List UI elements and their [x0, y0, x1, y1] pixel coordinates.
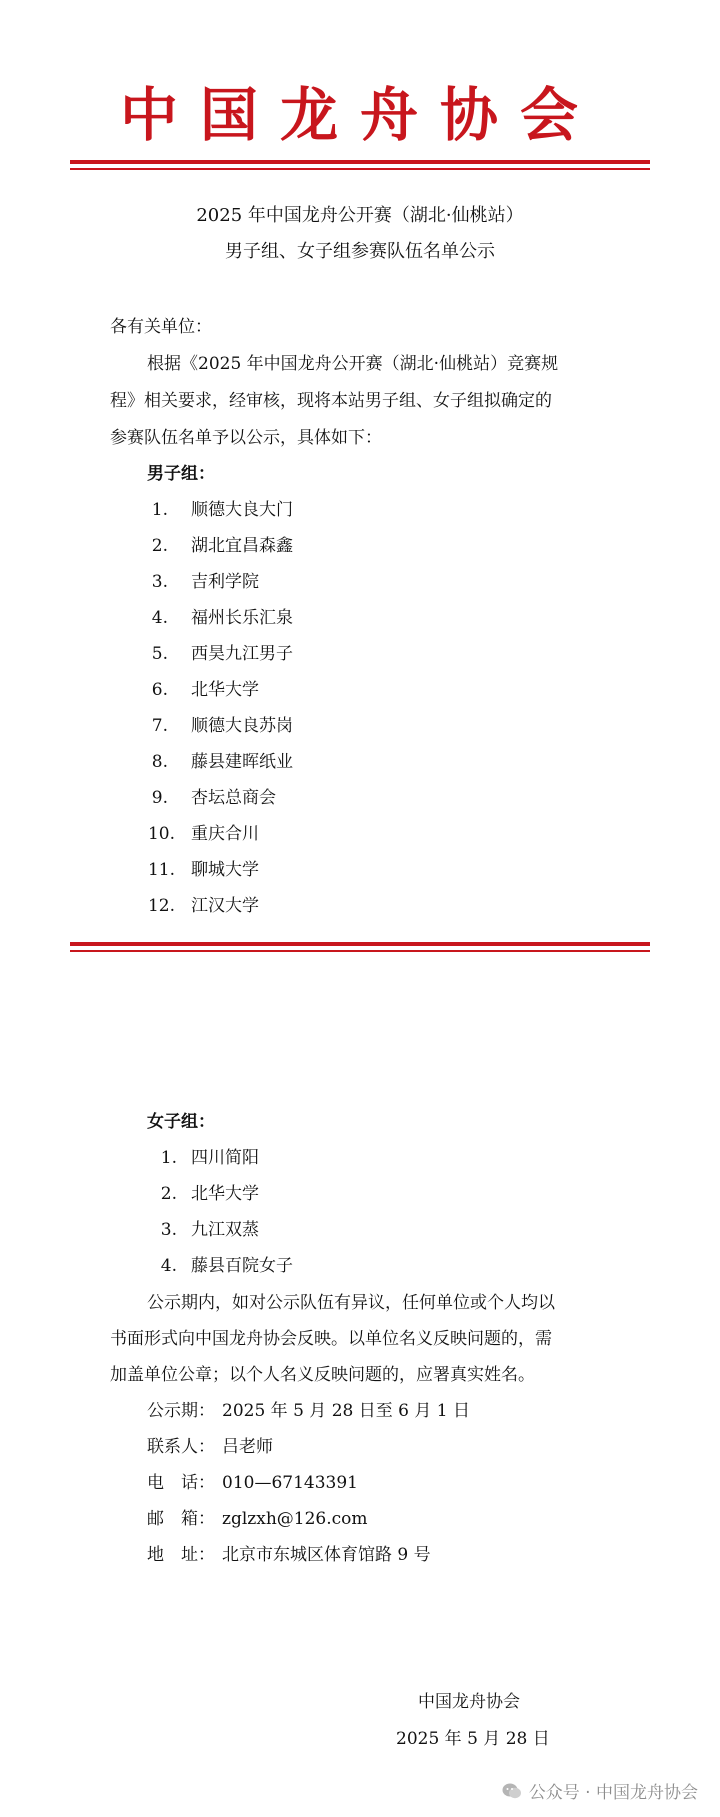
intro-line: 参赛队伍名单予以公示，具体如下：	[110, 428, 382, 448]
list-item-number: 8.	[151, 752, 168, 772]
wechat-icon	[501, 1780, 523, 1802]
list-item: 顺德大良苏岗	[191, 716, 293, 736]
list-item-number: 3.	[151, 572, 168, 592]
list-item: 北华大学	[191, 680, 259, 700]
list-item-number: 5.	[151, 644, 168, 664]
address-label: 地 址：	[147, 1545, 215, 1565]
list-item-number: 4.	[160, 1256, 177, 1276]
contact-person-label: 联系人：	[147, 1437, 215, 1457]
list-item-number: 1.	[151, 500, 168, 520]
intro-line: 程》相关要求，经审核，现将本站男子组、女子组拟确定的	[110, 391, 552, 411]
list-item: 四川简阳	[191, 1148, 259, 1168]
address-value: 北京市东城区体育馆路 9 号	[222, 1545, 431, 1565]
intro-line: 根据《2025 年中国龙舟公开赛（湖北·仙桃站）竞赛规	[147, 354, 559, 374]
women-heading: 女子组：	[147, 1112, 215, 1132]
page-break-rule-thick	[70, 942, 650, 946]
header-rule-thin	[70, 168, 650, 170]
list-item: 湖北宜昌森鑫	[191, 536, 293, 556]
men-heading: 男子组：	[147, 464, 215, 484]
list-item-number: 3.	[160, 1220, 177, 1240]
list-item: 聊城大学	[191, 860, 259, 880]
period-value: 2025 年 5 月 28 日至 6 月 1 日	[222, 1401, 470, 1421]
salutation: 各有关单位：	[110, 317, 212, 337]
watermark	[501, 1778, 698, 1803]
objection-line: 公示期内，如对公示队伍有异议，任何单位或个人均以	[147, 1293, 555, 1313]
list-item-number: 10.	[147, 824, 175, 844]
list-item-number: 9.	[151, 788, 168, 808]
signature-org: 中国龙舟协会	[418, 1692, 520, 1712]
list-item: 藤县建晖纸业	[191, 752, 293, 772]
objection-line: 加盖单位公章；以个人名义反映问题的，应署真实姓名。	[110, 1365, 535, 1385]
list-item: 吉利学院	[191, 572, 259, 592]
list-item-number: 12.	[147, 896, 175, 916]
signature-date: 2025 年 5 月 28 日	[396, 1729, 550, 1749]
list-item: 藤县百院女子	[191, 1256, 293, 1276]
list-item: 顺德大良大门	[191, 500, 293, 520]
page-break-rule-thin	[70, 950, 650, 952]
list-item-number: 2.	[151, 536, 168, 556]
period-label: 公示期：	[147, 1401, 215, 1421]
list-item: 杏坛总商会	[191, 788, 276, 808]
list-item-number: 4.	[151, 608, 168, 628]
letterhead-title: 中国龙舟协会	[119, 81, 600, 149]
doc-title-line2: 男子组、女子组参赛队伍名单公示	[225, 241, 495, 262]
list-item: 北华大学	[191, 1184, 259, 1204]
list-item-number: 1.	[160, 1148, 177, 1168]
list-item: 西昊九江男子	[191, 644, 293, 664]
list-item-number: 11.	[147, 860, 175, 880]
header-rule-thick	[70, 160, 650, 164]
phone-label: 电 话：	[147, 1473, 215, 1493]
contact-person-value: 吕老师	[222, 1437, 273, 1457]
list-item: 福州长乐汇泉	[191, 608, 293, 628]
list-item: 九江双蒸	[191, 1220, 259, 1240]
list-item: 重庆合川	[191, 824, 259, 844]
objection-line: 书面形式向中国龙舟协会反映。以单位名义反映问题的，需	[110, 1329, 552, 1349]
email-value[interactable]: zglzxh@126.com	[222, 1509, 368, 1529]
list-item-number: 2.	[160, 1184, 177, 1204]
list-item-number: 7.	[151, 716, 168, 736]
phone-value: 010—67143391	[222, 1473, 358, 1493]
doc-title-line1: 2025 年中国龙舟公开赛（湖北·仙桃站）	[196, 205, 524, 226]
email-label: 邮 箱：	[147, 1509, 215, 1529]
list-item-number: 6.	[151, 680, 168, 700]
list-item: 江汉大学	[191, 896, 259, 916]
watermark-text: 公众号 · 中国龙舟协会	[528, 1783, 698, 1803]
